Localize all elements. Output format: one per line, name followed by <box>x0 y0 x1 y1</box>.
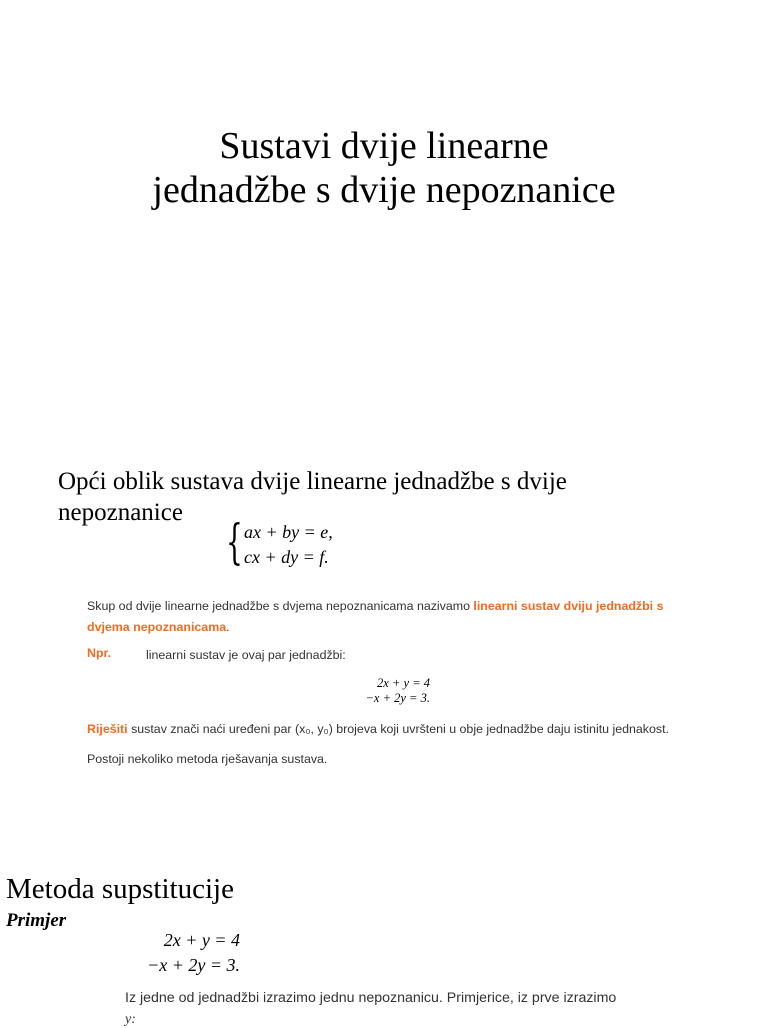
example-equation-1: 2x + y = 4 <box>377 676 430 690</box>
definition-highlight: linearni sustav dviju jednadžbi s dvjema nepoznanicama <box>87 599 664 634</box>
substitution-equation-1: 2x + y = 4 <box>163 930 240 950</box>
substitution-text: Iz jedne od jednadžbi izrazimo jednu nepoznanicu. Primjerice, iz prve izrazimo <box>125 990 617 1006</box>
solve-text: sustav znači naći uređeni par (x₀, y₀) brojeva koji uvršteni u obje jednadžbe daju istinitu jednakost. <box>127 722 669 736</box>
substitution-variable: y: <box>125 1012 136 1027</box>
page-title <box>0 124 768 212</box>
general-system <box>244 520 333 570</box>
page-title-line-2: jednadžbe s dvije nepoznanice <box>152 169 616 211</box>
general-form-heading-line-2: nepoznanice <box>58 499 183 526</box>
substitution-equation-2: −x + 2y = 3. <box>147 955 240 975</box>
definition-text: Skup od dvije linearne jednadžbe s dvjema nepoznanicama nazivamo <box>87 599 474 613</box>
substitution-system <box>130 928 240 978</box>
page-title-line-1: Sustavi dvije linearne <box>219 125 549 167</box>
substitution-heading: Metoda supstitucije <box>6 873 234 905</box>
system-brace: { <box>226 514 243 570</box>
general-form-heading <box>58 466 567 528</box>
solve-definition <box>87 722 669 736</box>
example-text: linearni sustav je ovaj par jednadžbi: <box>146 648 346 662</box>
definition-paragraph <box>87 596 677 638</box>
solve-highlight: Riješiti <box>87 722 128 736</box>
definition-end: . <box>226 620 230 634</box>
methods-note: Postoji nekoliko metoda rješavanja sustava. <box>87 752 328 766</box>
general-form-heading-line-1: Opći oblik sustava dvije linearne jednadžbe s dvije <box>58 468 567 495</box>
example-equation-2: −x + 2y = 3. <box>365 691 430 705</box>
substitution-example-label: Primjer <box>6 910 67 931</box>
general-equation-1: ax + by = e, <box>244 522 333 542</box>
example-system <box>330 676 430 706</box>
general-equation-2: cx + dy = f. <box>244 547 329 567</box>
example-label: Npr. <box>87 646 112 660</box>
